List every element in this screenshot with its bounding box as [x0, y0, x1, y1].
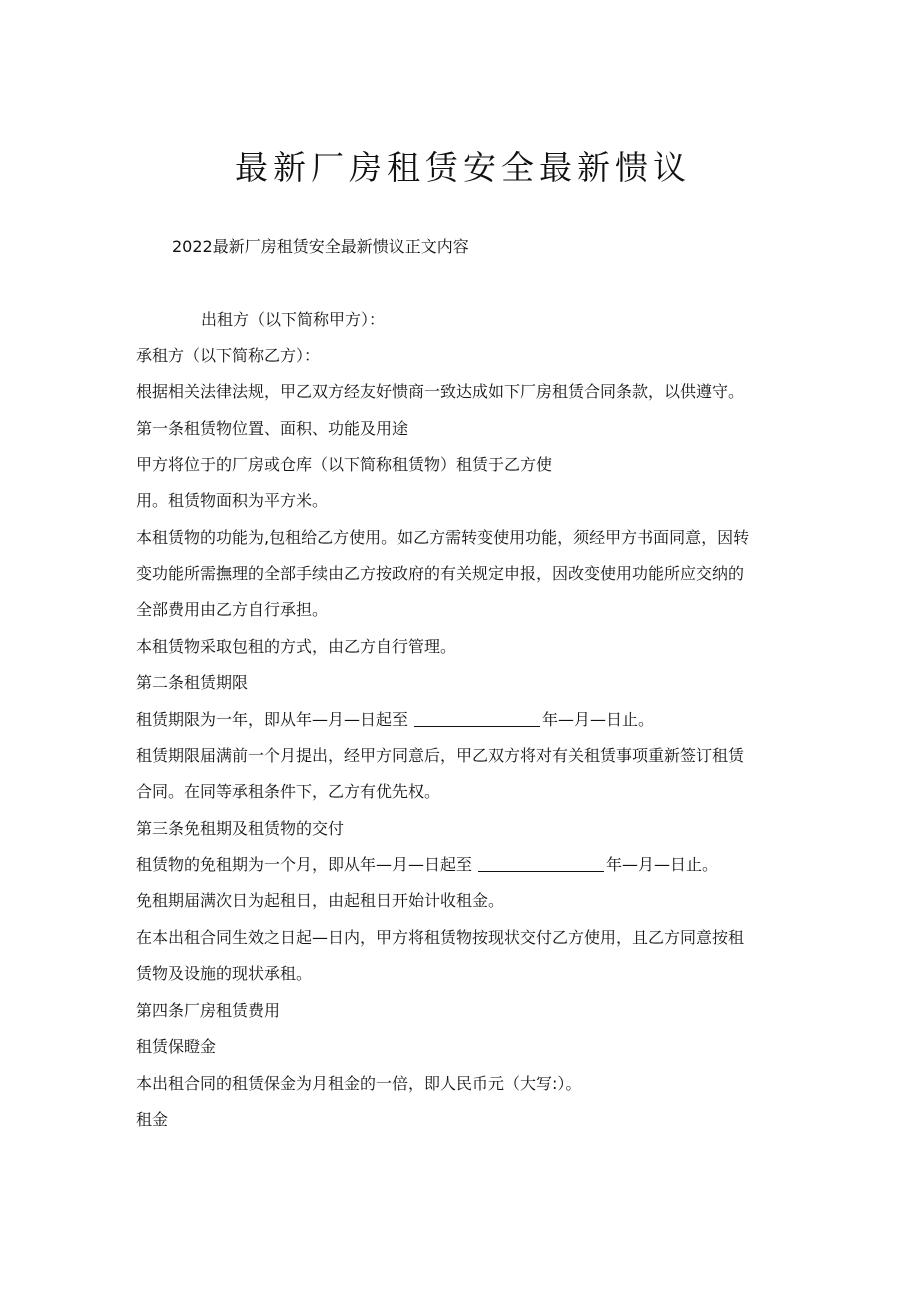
paragraph-location: 甲方将位于的厂房或仓库（以下简称租赁物）租赁于乙方使 [136, 455, 553, 474]
lease-term-start: 租赁期限为一年，即从年—月—日起至 [136, 710, 409, 729]
paragraph-deposit: 本出租合同的租赁保金为月租金的一倍，即人民币元（大写:）。 [136, 1074, 582, 1093]
paragraph-lessor: 出租方（以下简称甲方）： [201, 310, 386, 329]
paragraph-management: 本租赁物采取包租的方式，由乙方自行管理。 [136, 637, 457, 656]
document-title: 最新厂房租赁安全最新愦议 [235, 148, 691, 187]
heading-article-3: 第三条免租期及租赁物的交付 [136, 819, 345, 838]
paragraph-preamble: 根据相关法律法规，甲乙双方经友好愦商一致达成如下厂房租赁合同条款，以供遵守。 [136, 382, 745, 401]
subheading-rent: 租金 [136, 1110, 169, 1129]
document-subtitle: 2022最新厂房租赁安全最新愦议正文内容 [172, 237, 469, 256]
rent-free-start: 租赁物的免租期为一个月，即从年—月—日起至 [136, 855, 473, 874]
heading-article-2: 第二条租赁期限 [136, 673, 249, 692]
paragraph-rent-free [136, 853, 718, 877]
subheading-deposit: 租赁保瞪金 [136, 1037, 217, 1056]
paragraph-function-3: 全部费用由乙方自行承担。 [136, 600, 329, 619]
paragraph-delivery-2: 赁物及设施的现状承租。 [136, 964, 313, 983]
heading-article-1: 第一条租赁物位置、面积、功能及用途 [136, 419, 409, 438]
paragraph-lessee: 承租方（以下简称乙方）： [136, 346, 321, 365]
paragraph-area: 用。租赁物面积为平方米。 [136, 491, 329, 510]
paragraph-function-2: 变功能所需撫理的全部手续由乙方按政府的有关规定申报，因改变使用功能所应交纳的 [136, 564, 745, 583]
blank-line [478, 853, 604, 872]
blank-line [414, 708, 540, 727]
paragraph-rent-start: 免租期届满次日为起租日，由起租日开始计收租金。 [136, 891, 505, 910]
rent-free-end: 年—月—日止。 [606, 855, 719, 874]
heading-article-4: 第四条厂房租赁费用 [136, 1001, 281, 1020]
paragraph-renewal-2: 合同。在同等承租条件下，乙方有优先权。 [136, 782, 441, 801]
lease-term-end: 年—月—日止。 [542, 710, 655, 729]
paragraph-delivery-1: 在本出租合同生效之日起—日内，甲方将租赁物按现状交付乙方使用，且乙方同意按租 [136, 928, 745, 947]
paragraph-renewal-1: 租赁期限届满前一个月提出，经甲方同意后，甲乙双方将对有关租赁事项重新签订租赁 [136, 746, 745, 765]
paragraph-function-1: 本租赁物的功能为,包租给乙方使用。如乙方需转变使用功能，须经甲方书面同意，因转 [136, 528, 750, 547]
paragraph-lease-term [136, 708, 654, 732]
